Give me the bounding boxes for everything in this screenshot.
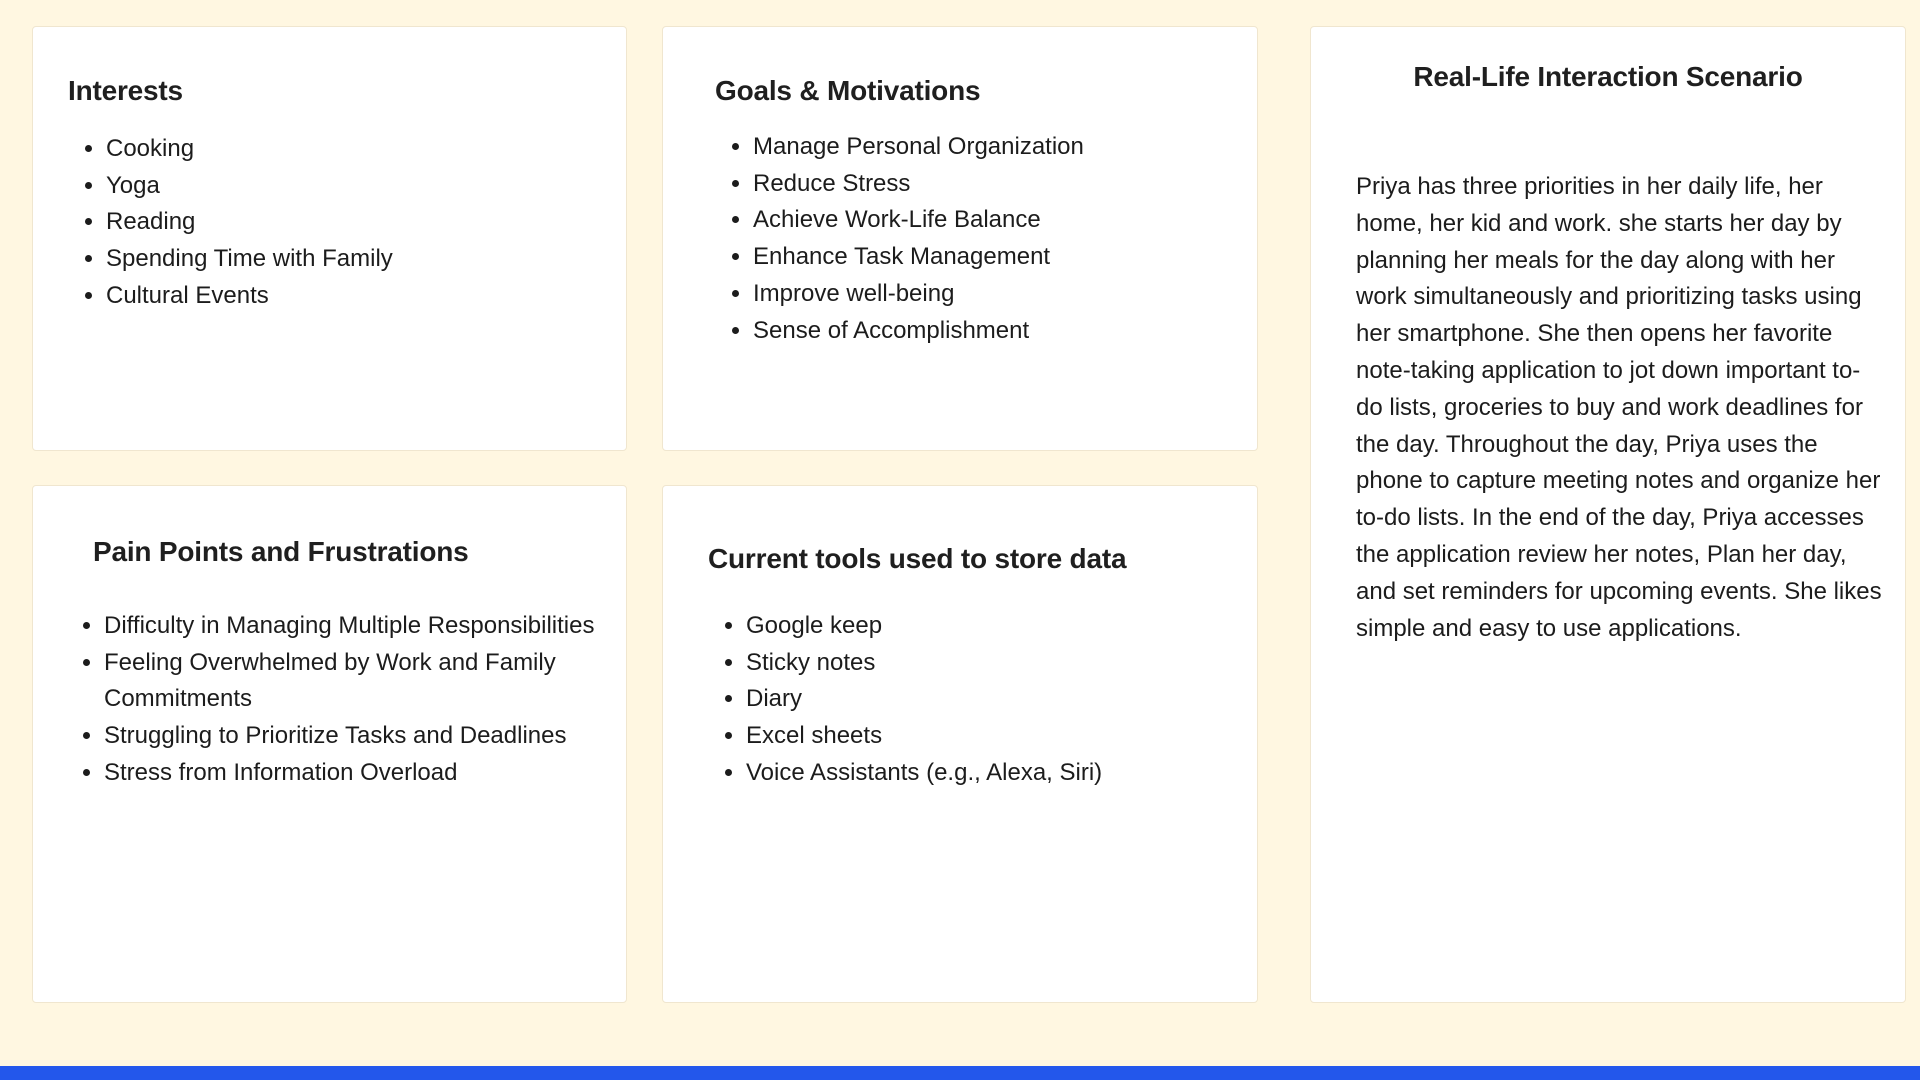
list-item: • Reduce Stress: [753, 166, 1273, 203]
list-item: • Achieve Work-Life Balance: [753, 202, 1273, 239]
interests-card: [32, 26, 627, 451]
list-item: • Cooking: [106, 131, 626, 168]
current-tools-title: Current tools used to store data: [708, 543, 1127, 574]
scenario-card: [1310, 26, 1906, 1003]
list-item: • Voice Assistants (e.g., Alexa, Siri): [746, 755, 1276, 792]
list-item: • Difficulty in Managing Multiple Responsibilities: [104, 608, 634, 645]
list-item: • Sense of Accomplishment: [753, 313, 1273, 350]
current-tools-list: [708, 608, 1276, 792]
interests-title: Interests: [68, 75, 183, 106]
scenario-title: Real-Life Interaction Scenario: [1413, 61, 1803, 92]
list-item: • Diary: [746, 681, 1276, 718]
pain-points-title: Pain Points and Frustrations: [93, 536, 469, 567]
goals-list: [715, 129, 1273, 349]
list-item: • Excel sheets: [746, 718, 1276, 755]
bottom-bar: [0, 1066, 1920, 1080]
list-item: • Reading: [106, 204, 626, 241]
list-item: • Cultural Events: [106, 278, 626, 315]
list-item: • Yoga: [106, 168, 626, 205]
list-item: • Sticky notes: [746, 645, 1276, 682]
list-item: • Struggling to Prioritize Tasks and Deadlines: [104, 718, 634, 755]
list-item: • Feeling Overwhelmed by Work and Family Commitments: [104, 645, 634, 718]
goals-title: Goals & Motivations: [715, 75, 981, 106]
interests-list: [68, 131, 626, 315]
scenario-body: Priya has three priorities in her daily life, her home, her kid and work. she starts her day by planning her meals for the day along with her work simultaneously and prioritizing tasks using her smartphone. She then opens her favorite note-taking application to jot down important to-do lists, groceries to buy and work deadlines for the day. Throughout the day, Priya uses the phone to capture meeting notes and organize her to-do lists. In the end of the day, Priya accesses the application review her notes, Plan her day, and set reminders for upcoming events. She likes simple and easy to use applications.: [1356, 173, 1882, 642]
list-item: • Improve well-being: [753, 276, 1273, 313]
list-item: • Stress from Information Overload: [104, 755, 634, 792]
pain-points-list: [66, 608, 634, 792]
pain-points-card: [32, 485, 627, 1003]
list-item: • Spending Time with Family: [106, 241, 626, 278]
list-item: • Enhance Task Management: [753, 239, 1273, 276]
goals-card: [662, 26, 1258, 451]
list-item: • Google keep: [746, 608, 1276, 645]
current-tools-card: [662, 485, 1258, 1003]
list-item: • Manage Personal Organization: [753, 129, 1273, 166]
